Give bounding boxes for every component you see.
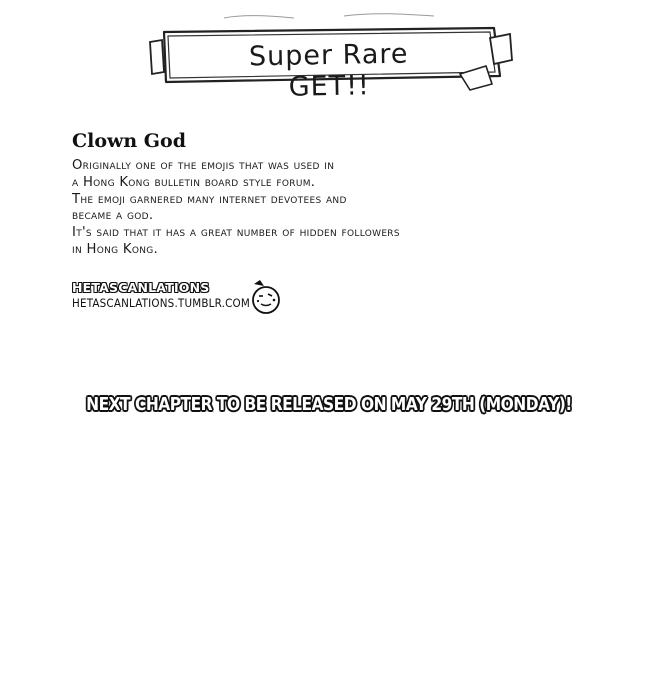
next-chapter-announcement: NEXT CHAPTER TO BE RELEASED ON MAY 29TH (MONDAY)! — [86, 394, 572, 415]
glossary-entry — [72, 130, 542, 259]
description-line: Originally one of the emojis that was used in — [72, 158, 335, 173]
description-line: in Hong Kong. — [72, 241, 159, 257]
entry-description — [72, 158, 542, 259]
description-line: The emoji garnered many internet devotees and — [72, 191, 347, 207]
super-rare-banner — [144, 4, 520, 103]
entry-name: Clown God — [72, 130, 186, 152]
description-line: It's said that it has a great number of hidden followers — [72, 225, 400, 241]
group-url: HETASCANLATIONS.TUMBLR.COM — [72, 296, 250, 310]
description-line: a Hong Kong bulletin board style forum. — [72, 174, 316, 190]
scanlation-credit — [72, 278, 302, 318]
mascot-face-icon — [244, 278, 286, 316]
banner-title: Super Rare GET!! — [248, 38, 409, 103]
description-line: became a god. — [72, 208, 154, 224]
group-logo: HETASCANLATIONS — [72, 280, 210, 295]
